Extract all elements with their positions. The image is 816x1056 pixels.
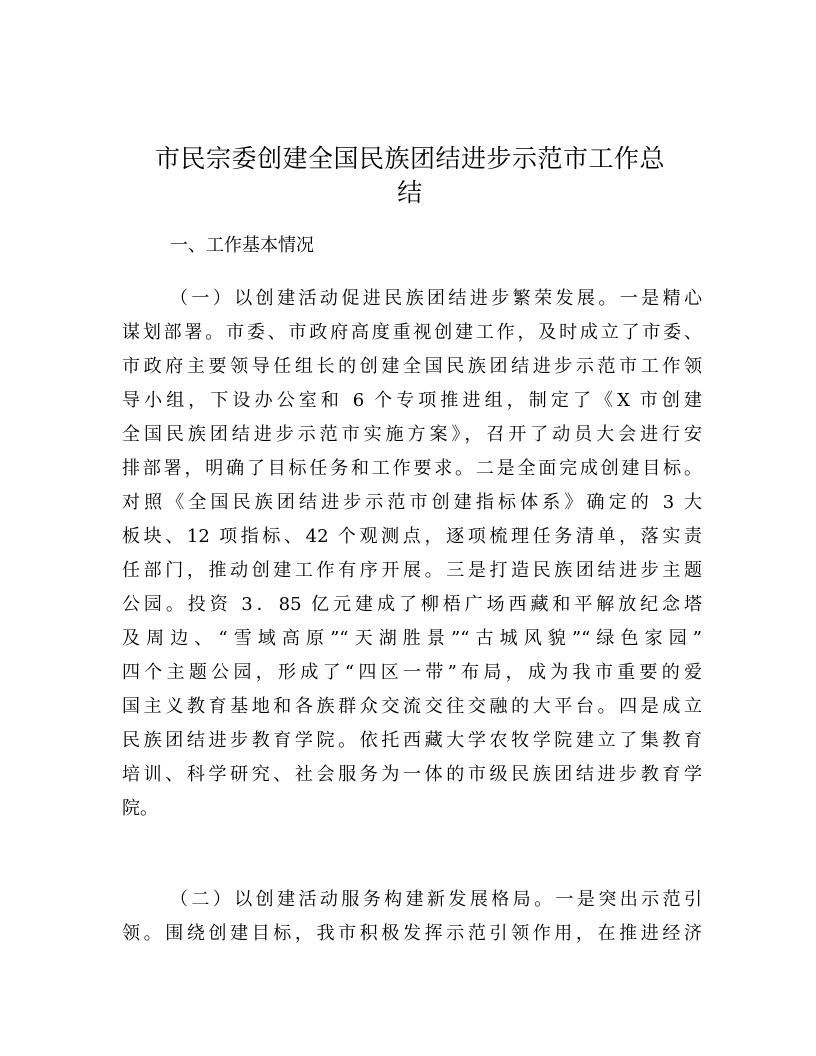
paragraph (122, 883, 702, 951)
title-line: 市民宗委创建全国民族团结进步示范市工作总 (154, 144, 665, 173)
paragraph-line: 市政府主要领导任组长的创建全国民族团结进步示范市工作领 (122, 356, 702, 377)
paragraph-line: 公园。投资 3．85 亿元建成了柳梧广场西藏和平解放纪念塔 (122, 594, 702, 615)
paragraph-line: 民族团结进步教育学院。依托西藏大学农牧学院建立了集教育 (122, 730, 702, 751)
paragraph-line: （一）以创建活动促进民族团结进步繁荣发展。一是精心 (170, 288, 702, 309)
paragraph-line: 培训、科学研究、社会服务为一体的市级民族团结进步教育学 (122, 764, 702, 785)
paragraph-line: 任部门，推动创建工作有序开展。三是打造民族团结进步主题 (122, 560, 702, 581)
section-heading: 一、工作基本情况 (170, 235, 314, 256)
paragraph-line: 对照《全国民族团结进步示范市创建指标体系》确定的 3 大 (122, 492, 702, 513)
paragraph-line: 领。围绕创建目标，我市积极发挥示范引领作用，在推进经济 (122, 923, 702, 944)
paragraph-line: 院。 (122, 798, 158, 819)
paragraph-line: 排部署，明确了目标任务和工作要求。二是全面完成创建目标。 (122, 458, 702, 479)
paragraph-line: 全国民族团结进步示范市实施方案》，召开了动员大会进行安 (122, 424, 702, 445)
document-title (110, 142, 710, 210)
paragraph-line: 国主义教育基地和各族群众交流交往交融的大平台。四是成立 (122, 696, 702, 717)
paragraph-line: 谋划部署。市委、市政府高度重视创建工作，及时成立了市委、 (122, 322, 702, 343)
paragraph-line: 四个主题公园，形成了“四区一带”布局，成为我市重要的爱 (122, 662, 702, 683)
paragraph-line: 导小组，下设办公室和 6 个专项推进组，制定了《X 市创建 (122, 390, 702, 411)
title-line: 结 (397, 178, 423, 207)
paragraph-line: 及周边、“雪域高原”“天湖胜景”“古城风貌”“绿色家园” (122, 628, 702, 649)
paragraph (122, 282, 702, 826)
paragraph-line: （二）以创建活动服务构建新发展格局。一是突出示范引 (170, 889, 702, 910)
paragraph-line: 板块、12 项指标、42 个观测点，逐项梳理任务清单，落实责 (122, 526, 702, 547)
